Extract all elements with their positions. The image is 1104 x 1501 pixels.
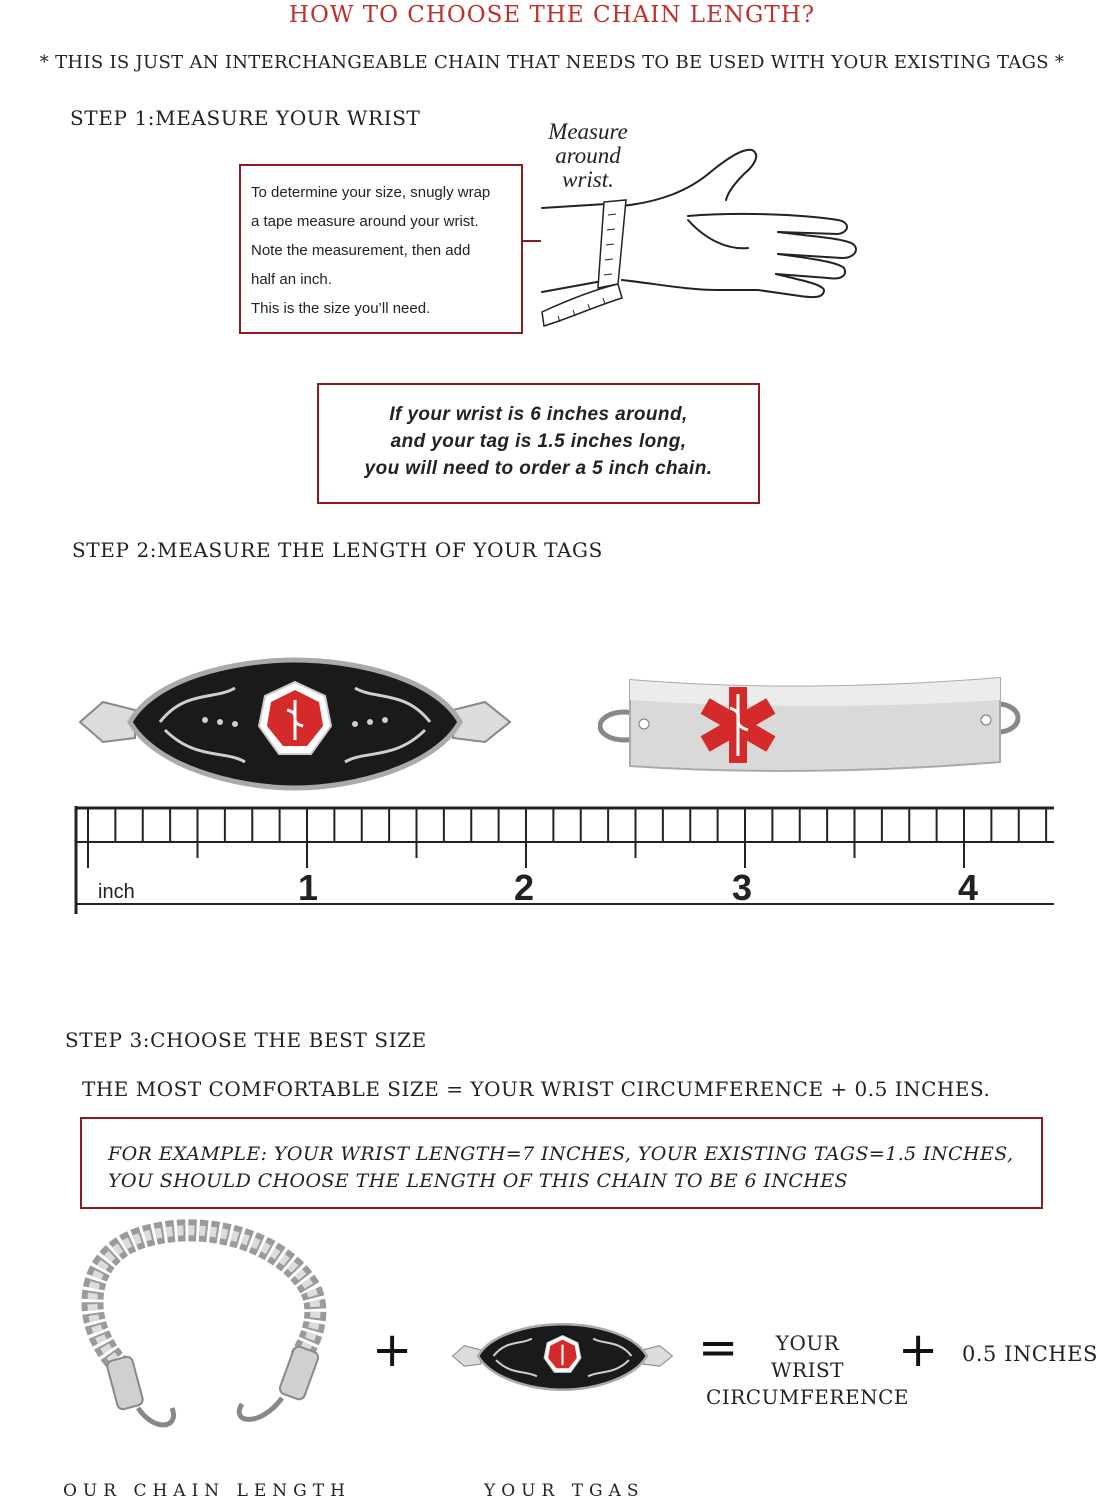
- tags-caption: YOUR TGAS: [484, 1481, 645, 1501]
- extra-inches-label: 0.5 INCHES: [962, 1342, 1098, 1366]
- ruler: [74, 806, 1054, 916]
- hand-caption: Measure around wrist.: [548, 119, 628, 192]
- example-callout: [317, 383, 760, 504]
- chain-image: [60, 1218, 340, 1443]
- step3-heading: STEP 3:CHOOSE THE BEST SIZE: [65, 1028, 427, 1052]
- equals-sign: =: [698, 1320, 739, 1376]
- ruler-number: 3: [732, 867, 753, 908]
- ruler-icon: [74, 806, 1054, 916]
- plain-tag-image: [598, 670, 1023, 780]
- wrist-circumference-label: YOUR WRIST CIRCUMFERENCE: [706, 1331, 909, 1409]
- instructions-box: [239, 164, 523, 334]
- size-formula: THE MOST COMFORTABLE SIZE = YOUR WRIST CIRCUMFERENCE + 0.5 INCHES.: [82, 1077, 991, 1101]
- callout-line: If your wrist is 6 inches around,: [389, 404, 688, 425]
- chain-caption: OUR CHAIN LENGTH: [63, 1481, 351, 1501]
- example-line: FOR EXAMPLE: YOUR WRIST LENGTH=7 INCHES, YOUR EXISTING TAGS=1.5 INCHES,: [108, 1143, 1014, 1165]
- ruler-unit-label: inch: [98, 881, 135, 903]
- tape-measure-icon: [542, 200, 626, 326]
- instruction-line: This is the size you’ll need.: [251, 300, 431, 317]
- hand-illustration: [538, 120, 868, 335]
- page-title: HOW TO CHOOSE THE CHAIN LENGTH?: [288, 2, 816, 28]
- instruction-line: half an inch.: [251, 271, 332, 288]
- plus-sign: +: [372, 1322, 413, 1378]
- plus-sign-2: +: [898, 1322, 939, 1378]
- chain-icon: [60, 1218, 340, 1443]
- step2-heading: STEP 2:MEASURE THE LENGTH OF YOUR TAGS: [72, 538, 603, 562]
- callout-line: and your tag is 1.5 inches long,: [390, 431, 687, 452]
- step1-heading: STEP 1:MEASURE YOUR WRIST: [70, 106, 421, 130]
- ruler-number: 1: [298, 867, 319, 908]
- disclaimer: * THIS IS JUST AN INTERCHANGEABLE CHAIN THAT NEEDS TO BE USED WITH YOUR EXISTING TAGS *: [39, 52, 1065, 73]
- ornate-tag-icon: [75, 650, 515, 800]
- instruction-line: a tape measure around your wrist.: [251, 213, 479, 230]
- instruction-line: To determine your size, snugly wrap: [251, 184, 491, 201]
- ruler-number: 2: [514, 867, 535, 908]
- example-box: [80, 1117, 1043, 1209]
- example-line: YOU SHOULD CHOOSE THE LENGTH OF THIS CHAIN TO BE 6 INCHES: [108, 1170, 848, 1192]
- plain-tag-icon: [598, 670, 1023, 780]
- callout-line: you will need to order a 5 inch chain.: [364, 458, 713, 479]
- ornate-tag-image: [75, 650, 515, 800]
- small-tag-icon: [450, 1315, 675, 1400]
- instruction-line: Note the measurement, then add: [251, 242, 471, 259]
- ruler-number: 4: [958, 867, 979, 908]
- small-tag-image: [450, 1315, 675, 1400]
